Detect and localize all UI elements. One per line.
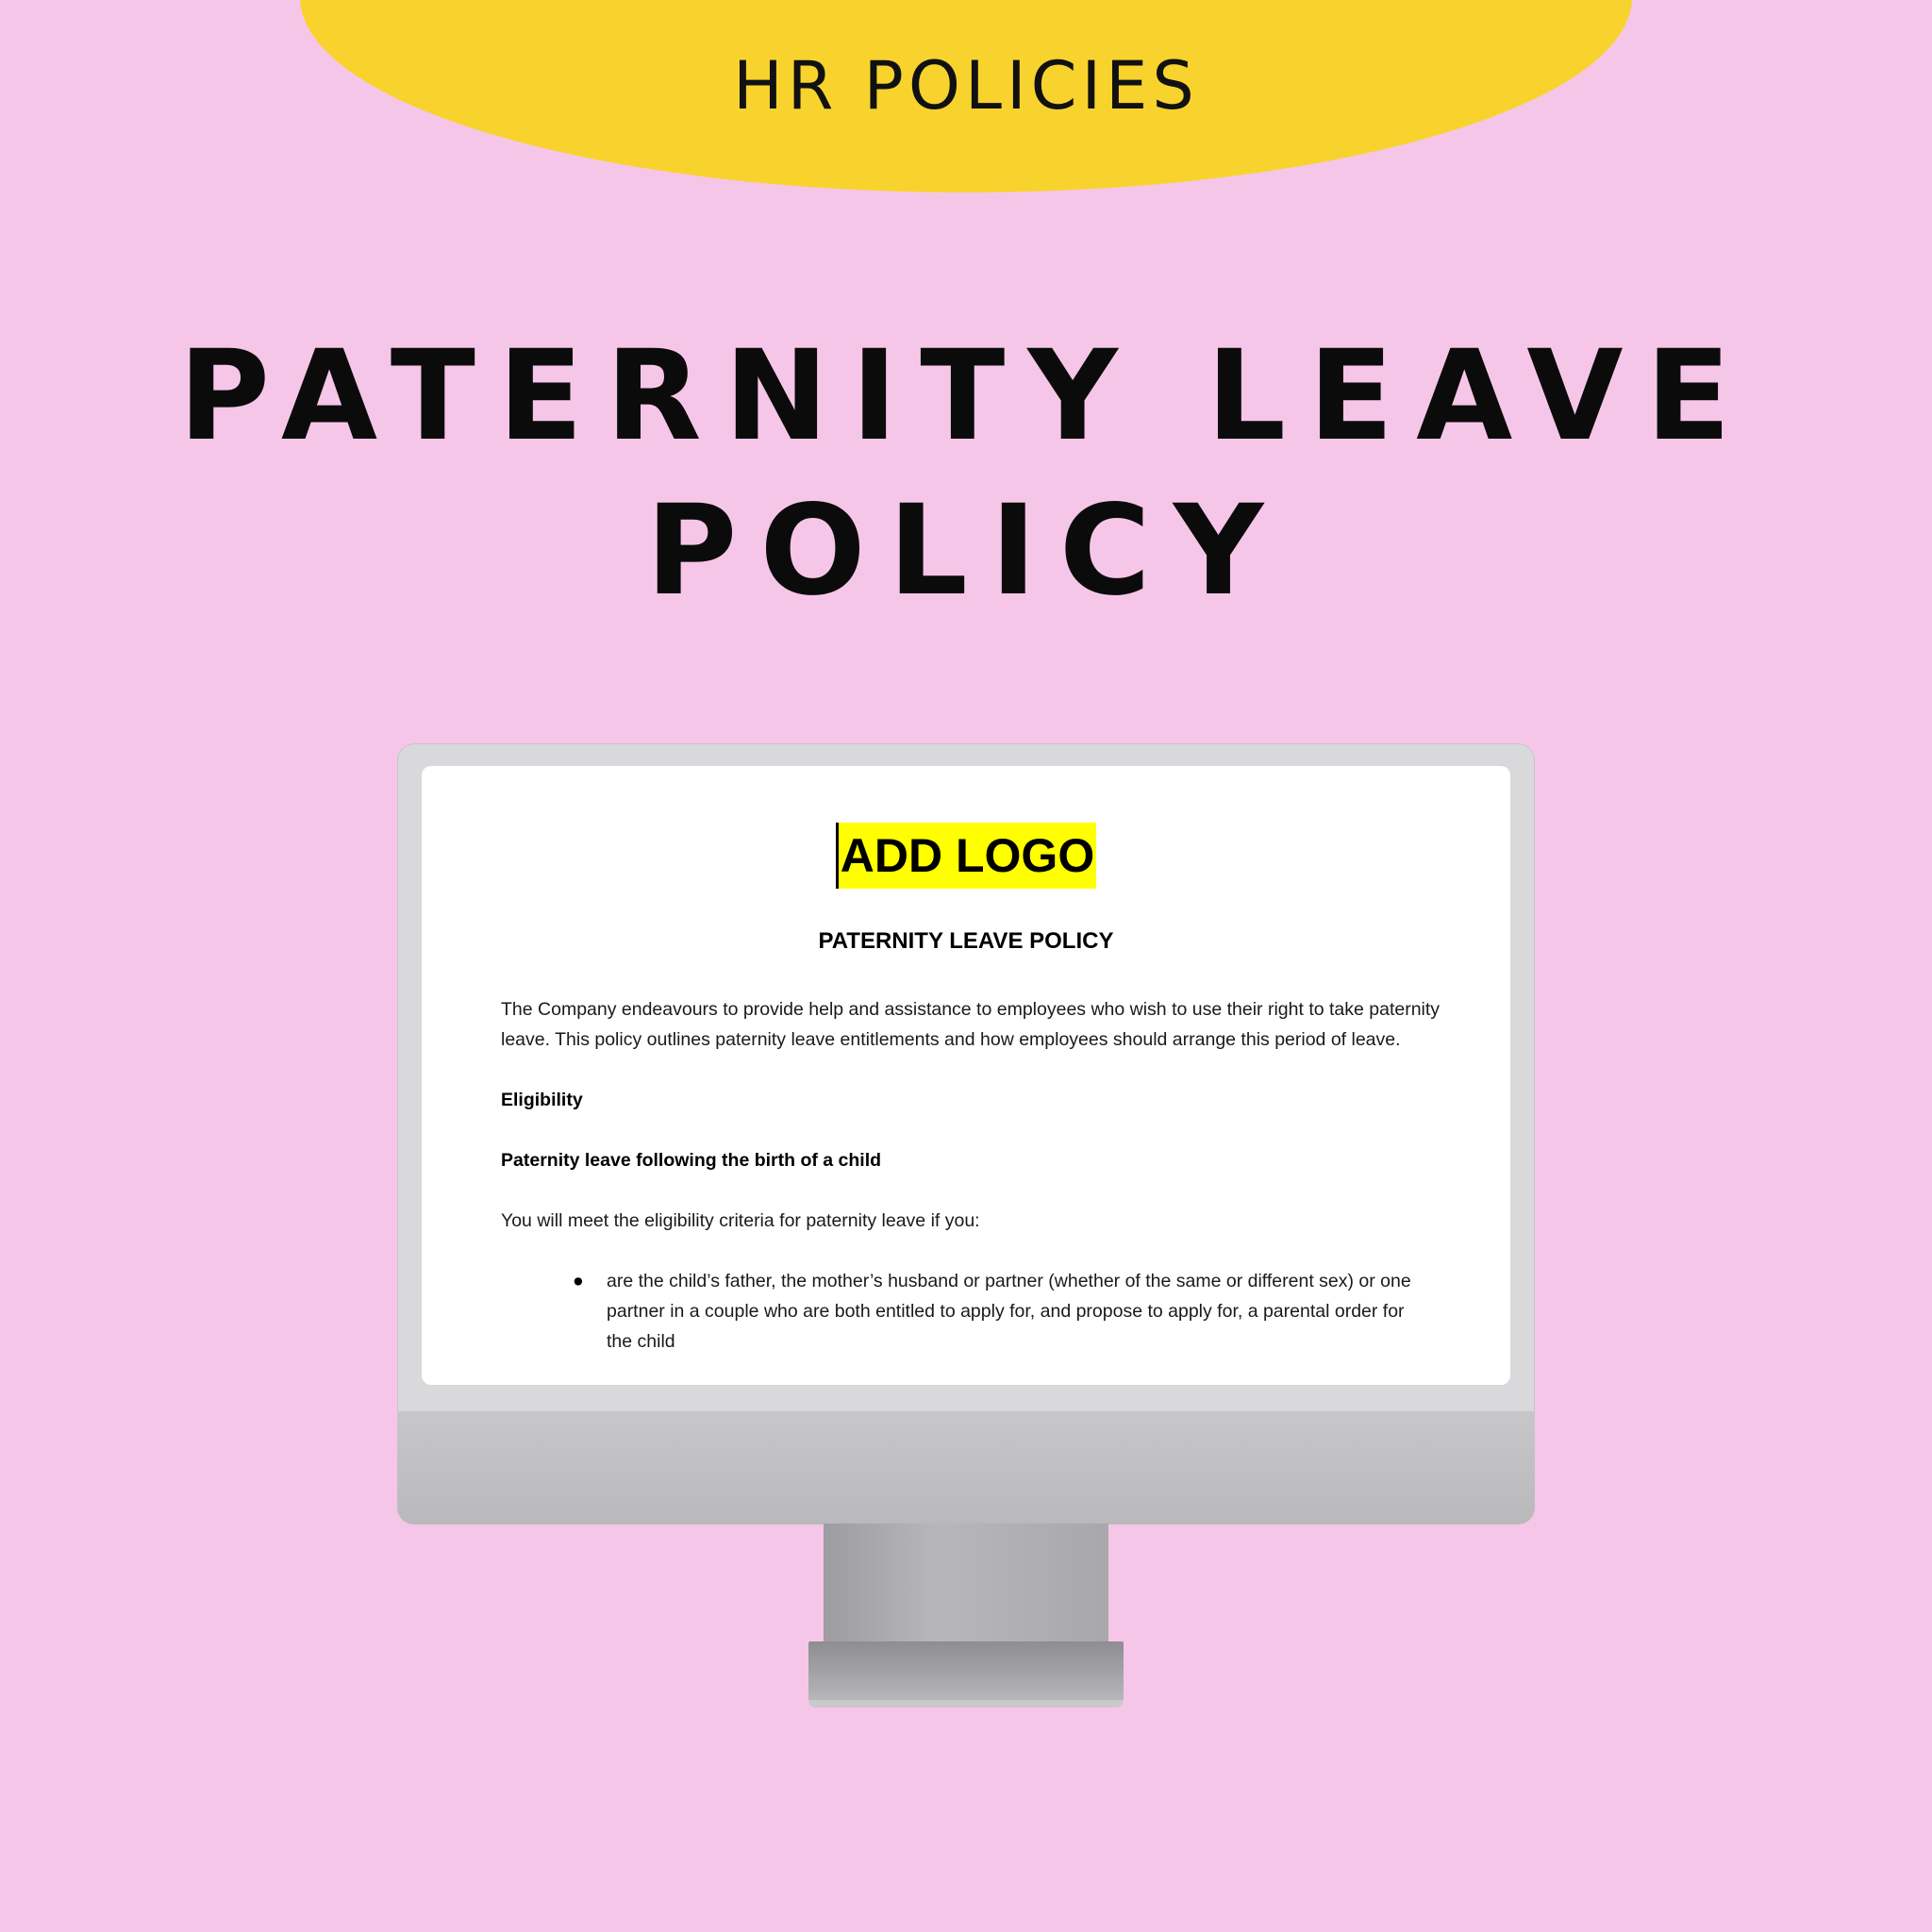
monitor-screen bbox=[422, 766, 1510, 1385]
heading-birth-of-child: Paternity leave following the birth of a child bbox=[501, 1150, 882, 1171]
heading-eligibility: Eligibility bbox=[501, 1090, 583, 1110]
page-title-line-1: PATERNITY LEAVE bbox=[178, 324, 1754, 469]
monitor-chin bbox=[397, 1411, 1535, 1524]
document-body bbox=[501, 994, 1444, 1357]
logo-placeholder: ADD LOGO bbox=[836, 823, 1096, 889]
page-title-line-2: POLICY bbox=[645, 478, 1287, 624]
document-title: PATERNITY LEAVE POLICY bbox=[818, 928, 1114, 954]
list-item bbox=[501, 1266, 1427, 1357]
monitor-stand-base bbox=[808, 1641, 1124, 1707]
logo-placeholder-wrap bbox=[422, 823, 1510, 889]
monitor-stand-base-edge bbox=[808, 1700, 1124, 1707]
monitor-frame bbox=[397, 743, 1535, 1524]
list-item-text: are the child’s father, the mother’s husband or partner (whether of the same or different sex) or one partner in a couple who are both entitled to apply for, and propose to apply for, a parental order for the child bbox=[607, 1271, 1411, 1352]
page-title bbox=[0, 319, 1932, 628]
intro-paragraph: The Company endeavours to provide help and assistance to employees who wish to use their right to take paternity leave. This policy outlines paternity leave entitlements and how employees should arrange this period of leave. bbox=[501, 999, 1441, 1050]
bullet-icon: ● bbox=[573, 1271, 584, 1291]
category-label: HR POLICIES bbox=[733, 47, 1199, 125]
criteria-intro: You will meet the eligibility criteria for paternity leave if you: bbox=[501, 1210, 980, 1231]
monitor-stand-neck bbox=[824, 1524, 1108, 1660]
